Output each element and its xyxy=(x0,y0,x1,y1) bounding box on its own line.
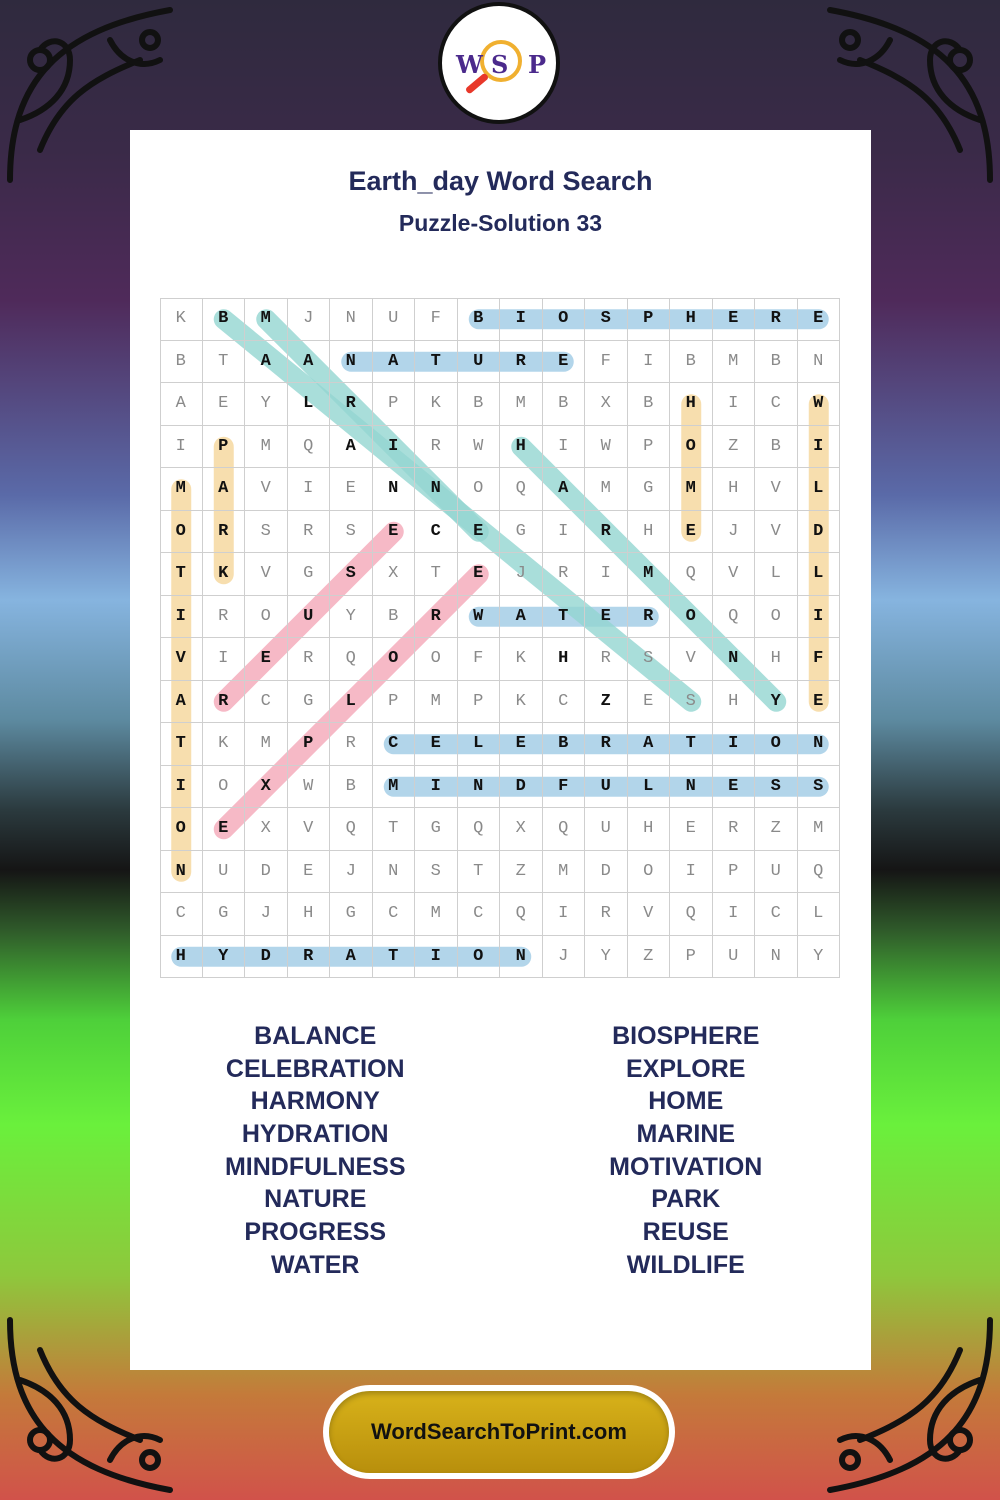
word-list xyxy=(130,1020,871,1282)
grid-cell[interactable]: Q xyxy=(500,468,543,511)
grid-cell[interactable]: Y xyxy=(585,936,628,979)
word-item: BALANCE xyxy=(254,1022,377,1050)
grid-cell[interactable]: H xyxy=(288,893,331,936)
grid-cell[interactable]: V xyxy=(245,553,288,596)
grid-cell[interactable]: G xyxy=(288,553,331,596)
grid-cell[interactable]: P xyxy=(670,936,713,979)
grid-cell[interactable]: D xyxy=(585,851,628,894)
grid-cell[interactable]: L xyxy=(288,383,331,426)
grid-cell[interactable]: T xyxy=(670,723,713,766)
grid-cell[interactable]: S xyxy=(670,681,713,724)
grid-cell[interactable]: Q xyxy=(670,893,713,936)
grid-cell[interactable]: T xyxy=(160,723,203,766)
grid-cell[interactable]: E xyxy=(245,638,288,681)
grid-cell[interactable]: S xyxy=(330,553,373,596)
word-item: HARMONY xyxy=(250,1087,380,1116)
grid-cell[interactable]: R xyxy=(203,681,246,724)
grid-cell[interactable]: E xyxy=(713,766,756,809)
grid-cell[interactable]: R xyxy=(203,511,246,554)
grid-cell[interactable]: I xyxy=(543,893,586,936)
grid-cell[interactable]: Z xyxy=(713,426,756,469)
grid-cell[interactable]: N xyxy=(798,341,841,384)
grid-cell[interactable]: V xyxy=(288,808,331,851)
grid-cell[interactable]: I xyxy=(670,851,713,894)
grid-cell[interactable]: H xyxy=(670,298,713,341)
grid-cell[interactable]: T xyxy=(160,553,203,596)
grid-cell[interactable]: E xyxy=(713,298,756,341)
grid-cell[interactable]: O xyxy=(458,936,501,979)
grid-cell[interactable]: M xyxy=(500,383,543,426)
grid-cell[interactable]: U xyxy=(755,851,798,894)
grid-cell[interactable]: V xyxy=(755,511,798,554)
grid-cell[interactable]: G xyxy=(330,893,373,936)
grid-cell[interactable]: R xyxy=(415,426,458,469)
grid-cell[interactable]: A xyxy=(373,341,416,384)
grid-cell[interactable]: N xyxy=(373,851,416,894)
grid-cell[interactable]: Z xyxy=(755,808,798,851)
grid-cell[interactable]: D xyxy=(500,766,543,809)
grid-cell[interactable]: K xyxy=(160,298,203,341)
grid-cell[interactable]: R xyxy=(713,808,756,851)
grid-cell[interactable]: A xyxy=(245,341,288,384)
grid-cell[interactable]: E xyxy=(458,511,501,554)
word-item: PROGRESS xyxy=(244,1218,387,1247)
grid-cell[interactable]: A xyxy=(160,681,203,724)
grid-cell[interactable]: A xyxy=(160,383,203,426)
grid-cell[interactable]: I xyxy=(798,426,841,469)
grid-cell[interactable]: P xyxy=(203,426,246,469)
grid-cell[interactable]: B xyxy=(755,426,798,469)
word-item: EXPLORE xyxy=(626,1054,746,1083)
grid-cell[interactable]: A xyxy=(500,596,543,639)
wsp-logo[interactable] xyxy=(438,2,560,124)
grid-cell[interactable]: T xyxy=(543,596,586,639)
word-item: HOME xyxy=(648,1087,724,1116)
grid-cell[interactable]: R xyxy=(628,596,671,639)
grid-cell[interactable]: H xyxy=(670,383,713,426)
grid-cell[interactable]: M xyxy=(245,426,288,469)
grid-cell[interactable]: I xyxy=(415,936,458,979)
grid-cell[interactable]: L xyxy=(330,681,373,724)
grid-cell[interactable]: B xyxy=(543,383,586,426)
grid-cell[interactable]: O xyxy=(245,596,288,639)
grid-cell[interactable]: R xyxy=(330,723,373,766)
puzzle-sheet xyxy=(130,130,871,1370)
grid-cell[interactable]: R xyxy=(755,298,798,341)
grid-cell[interactable]: Q xyxy=(330,808,373,851)
grid-cell[interactable]: J xyxy=(500,553,543,596)
grid-cell[interactable]: P xyxy=(713,851,756,894)
grid-cell[interactable]: S xyxy=(798,766,841,809)
word-list-left xyxy=(130,1020,501,1282)
grid-cell[interactable]: H xyxy=(543,638,586,681)
grid-cell[interactable]: Q xyxy=(798,851,841,894)
logo-letter-w: W xyxy=(456,50,483,79)
grid-cell[interactable]: Z xyxy=(500,851,543,894)
grid-cell[interactable]: R xyxy=(288,936,331,979)
grid-cell[interactable]: M xyxy=(628,553,671,596)
grid-cell[interactable]: Y xyxy=(798,936,841,979)
grid-cell[interactable]: R xyxy=(500,341,543,384)
grid-cell[interactable]: K xyxy=(415,383,458,426)
grid-cell[interactable]: T xyxy=(415,341,458,384)
grid-cell[interactable]: O xyxy=(755,596,798,639)
grid-cell[interactable]: O xyxy=(628,851,671,894)
grid-cell[interactable]: V xyxy=(245,468,288,511)
grid-cell[interactable]: U xyxy=(585,766,628,809)
grid-cell[interactable]: C xyxy=(755,383,798,426)
grid-cell[interactable]: G xyxy=(203,893,246,936)
grid-cell[interactable]: V xyxy=(160,638,203,681)
grid-cell[interactable]: J xyxy=(543,936,586,979)
grid-cell[interactable]: N xyxy=(458,766,501,809)
grid-cell[interactable]: Z xyxy=(585,681,628,724)
grid-cell[interactable]: O xyxy=(458,468,501,511)
grid-cell[interactable]: H xyxy=(500,426,543,469)
grid-cell[interactable]: C xyxy=(160,893,203,936)
grid-cell[interactable]: N xyxy=(755,936,798,979)
grid-cell[interactable]: R xyxy=(415,596,458,639)
grid-cell[interactable]: E xyxy=(670,511,713,554)
grid-cell[interactable]: K xyxy=(203,553,246,596)
grid-cell[interactable]: O xyxy=(373,638,416,681)
grid-cell[interactable]: T xyxy=(373,808,416,851)
grid-cell[interactable]: V xyxy=(670,638,713,681)
grid-cell[interactable]: I xyxy=(415,766,458,809)
grid-cell[interactable]: R xyxy=(288,511,331,554)
grid-cell[interactable]: X xyxy=(500,808,543,851)
grid-cell[interactable]: M xyxy=(585,468,628,511)
grid-cell[interactable]: E xyxy=(500,723,543,766)
grid-cell[interactable]: A xyxy=(203,468,246,511)
grid-cell[interactable]: Y xyxy=(755,681,798,724)
grid-cell[interactable]: N xyxy=(160,851,203,894)
grid-cell[interactable]: T xyxy=(373,936,416,979)
grid-cell[interactable]: B xyxy=(160,341,203,384)
grid-cell[interactable]: H xyxy=(628,511,671,554)
grid-cell[interactable]: P xyxy=(628,426,671,469)
grid-cell[interactable]: P xyxy=(458,681,501,724)
grid-cell[interactable]: O xyxy=(203,766,246,809)
grid-cell[interactable]: E xyxy=(373,511,416,554)
grid-cell[interactable]: O xyxy=(415,638,458,681)
logo-letter-s: S xyxy=(491,50,509,79)
word-item: MARINE xyxy=(636,1120,736,1149)
grid-cell[interactable]: R xyxy=(288,638,331,681)
grid-cell[interactable]: S xyxy=(755,766,798,809)
grid-cell[interactable]: E xyxy=(415,723,458,766)
grid-cell[interactable]: E xyxy=(543,341,586,384)
grid-cell[interactable]: L xyxy=(798,893,841,936)
grid-cell[interactable]: G xyxy=(628,468,671,511)
grid-cell[interactable]: U xyxy=(585,808,628,851)
grid-cell[interactable]: O xyxy=(543,298,586,341)
grid-cell[interactable]: S xyxy=(245,511,288,554)
grid-cell[interactable]: L xyxy=(755,553,798,596)
grid-cell[interactable]: Y xyxy=(245,383,288,426)
grid-cell[interactable]: W xyxy=(458,596,501,639)
grid-cell[interactable]: V xyxy=(628,893,671,936)
grid-cell[interactable]: M xyxy=(543,851,586,894)
grid-cell[interactable]: C xyxy=(245,681,288,724)
grid-cell[interactable]: B xyxy=(330,766,373,809)
grid-cell[interactable]: Q xyxy=(713,596,756,639)
grid-cell[interactable]: M xyxy=(415,893,458,936)
grid-cell[interactable]: B xyxy=(203,298,246,341)
grid-cell[interactable]: P xyxy=(288,723,331,766)
grid-cell[interactable]: I xyxy=(543,511,586,554)
grid-cell[interactable]: F xyxy=(798,638,841,681)
word-item: PARK xyxy=(651,1185,721,1214)
grid-cell[interactable]: J xyxy=(713,511,756,554)
grid-cell[interactable]: W xyxy=(585,426,628,469)
word-item: MINDFULNESS xyxy=(224,1152,406,1181)
grid-cell[interactable]: J xyxy=(245,893,288,936)
grid-cell[interactable]: X xyxy=(585,383,628,426)
grid-cell[interactable]: F xyxy=(543,766,586,809)
grid-cell[interactable]: N xyxy=(713,638,756,681)
word-item: REUSE xyxy=(642,1218,729,1247)
grid-cell[interactable]: A xyxy=(628,723,671,766)
word-item: BIOSPHERE xyxy=(612,1022,760,1050)
grid-cell[interactable]: M xyxy=(415,681,458,724)
grid-cell[interactable]: B xyxy=(628,383,671,426)
grid-cell[interactable]: L xyxy=(798,553,841,596)
grid-cell[interactable]: C xyxy=(373,893,416,936)
grid-cell[interactable]: I xyxy=(628,341,671,384)
grid-cell[interactable]: E xyxy=(585,596,628,639)
grid-cell[interactable]: M xyxy=(160,468,203,511)
grid-cell[interactable]: U xyxy=(713,936,756,979)
grid-cell[interactable]: F xyxy=(415,298,458,341)
grid-cell[interactable]: I xyxy=(288,468,331,511)
footer-site-badge[interactable] xyxy=(323,1385,675,1479)
word-grid xyxy=(160,298,840,978)
grid-cell[interactable]: N xyxy=(670,766,713,809)
grid-cell[interactable]: K xyxy=(203,723,246,766)
grid-cell[interactable]: R xyxy=(585,893,628,936)
grid-cell[interactable]: P xyxy=(628,298,671,341)
grid-cell[interactable]: G xyxy=(500,511,543,554)
grid-cell[interactable]: C xyxy=(415,511,458,554)
grid-cell[interactable]: Q xyxy=(670,553,713,596)
grid-cell[interactable]: E xyxy=(798,298,841,341)
grid-cell[interactable]: O xyxy=(670,596,713,639)
grid-cell[interactable]: R xyxy=(330,383,373,426)
grid-cell[interactable]: X xyxy=(373,553,416,596)
grid-cell[interactable]: O xyxy=(160,511,203,554)
grid-cell[interactable]: F xyxy=(458,638,501,681)
word-item: NATURE xyxy=(264,1185,367,1214)
grid-cell[interactable]: M xyxy=(713,341,756,384)
grid-cell[interactable]: I xyxy=(585,553,628,596)
grid-cell[interactable]: A xyxy=(330,426,373,469)
puzzle-title: Earth_day Word Search xyxy=(348,166,653,196)
grid-cell[interactable]: I xyxy=(160,596,203,639)
grid-cell[interactable]: E xyxy=(203,808,246,851)
grid-cell[interactable]: U xyxy=(373,298,416,341)
grid-cell[interactable]: R xyxy=(585,723,628,766)
word-item: MOTIVATION xyxy=(609,1152,763,1181)
grid-cell[interactable]: U xyxy=(203,851,246,894)
grid-cell[interactable]: H xyxy=(713,468,756,511)
word-item: HYDRATION xyxy=(241,1120,389,1149)
grid-cell[interactable]: D xyxy=(245,936,288,979)
grid-cell[interactable]: O xyxy=(160,808,203,851)
grid-cell[interactable]: W xyxy=(798,383,841,426)
grid-cell[interactable]: U xyxy=(458,341,501,384)
grid-cell[interactable]: N xyxy=(500,936,543,979)
grid-cell[interactable]: S xyxy=(585,298,628,341)
grid-cell[interactable]: X xyxy=(245,808,288,851)
grid-cell[interactable]: A xyxy=(288,341,331,384)
grid-cell[interactable]: G xyxy=(415,808,458,851)
grid-cell[interactable]: W xyxy=(458,426,501,469)
grid-cell[interactable]: S xyxy=(330,511,373,554)
grid-cell[interactable]: B xyxy=(373,596,416,639)
grid-cell[interactable]: V xyxy=(713,553,756,596)
word-item: WATER xyxy=(271,1250,360,1279)
grid-cell[interactable]: K xyxy=(500,681,543,724)
grid-cell[interactable]: M xyxy=(798,808,841,851)
grid-cell[interactable]: R xyxy=(203,596,246,639)
grid-cell[interactable]: T xyxy=(458,851,501,894)
grid-cell[interactable]: V xyxy=(755,468,798,511)
grid-cell[interactable]: O xyxy=(755,723,798,766)
grid-cell[interactable]: D xyxy=(798,511,841,554)
grid-cell[interactable]: E xyxy=(628,681,671,724)
grid-cell[interactable]: P xyxy=(373,383,416,426)
grid-cell[interactable]: W xyxy=(288,766,331,809)
grid-cell[interactable]: B xyxy=(543,723,586,766)
grid-cell[interactable]: S xyxy=(628,638,671,681)
grid-cell[interactable]: L xyxy=(798,468,841,511)
grid-cell[interactable]: C xyxy=(373,723,416,766)
grid-cell[interactable]: I xyxy=(713,723,756,766)
grid-cell[interactable]: E xyxy=(288,851,331,894)
grid-cell[interactable]: J xyxy=(330,851,373,894)
grid-cell[interactable]: Z xyxy=(628,936,671,979)
grid-cell[interactable]: H xyxy=(755,638,798,681)
grid-cell[interactable]: R xyxy=(585,511,628,554)
grid-cell[interactable]: E xyxy=(330,468,373,511)
grid-cell[interactable]: J xyxy=(288,298,331,341)
puzzle-subtitle: Puzzle-Solution 33 xyxy=(398,210,603,236)
grid-cell[interactable]: I xyxy=(203,638,246,681)
grid-cell[interactable]: L xyxy=(458,723,501,766)
grid-cell[interactable]: H xyxy=(160,936,203,979)
grid-cell[interactable]: E xyxy=(798,681,841,724)
word-list-right xyxy=(501,1020,872,1282)
grid-cell[interactable]: Q xyxy=(458,808,501,851)
logo-letter-p: P xyxy=(528,50,547,79)
grid-cell[interactable]: E xyxy=(458,553,501,596)
grid-cell[interactable]: U xyxy=(288,596,331,639)
grid-cell[interactable]: Q xyxy=(543,808,586,851)
grid-cell[interactable]: B xyxy=(755,341,798,384)
grid-cell[interactable]: R xyxy=(585,638,628,681)
grid-cell[interactable]: A xyxy=(330,936,373,979)
grid-cell[interactable]: Q xyxy=(288,426,331,469)
grid-cell[interactable]: A xyxy=(543,468,586,511)
grid-cell[interactable]: M xyxy=(245,298,288,341)
grid-cell[interactable]: Q xyxy=(500,893,543,936)
grid-cell[interactable]: N xyxy=(330,298,373,341)
footer-site-text: WordSearchToPrint.com xyxy=(371,1419,627,1444)
grid-cell[interactable]: B xyxy=(458,383,501,426)
grid-cell[interactable]: I xyxy=(160,426,203,469)
grid-cell[interactable]: I xyxy=(713,893,756,936)
grid-cell[interactable]: C xyxy=(458,893,501,936)
grid-cell[interactable]: I xyxy=(160,766,203,809)
grid-cell[interactable]: N xyxy=(798,723,841,766)
grid-cell[interactable]: C xyxy=(543,681,586,724)
grid-cell[interactable]: N xyxy=(373,468,416,511)
word-item: WILDLIFE xyxy=(626,1250,745,1279)
grid-cell[interactable]: F xyxy=(585,341,628,384)
grid-cell[interactable]: I xyxy=(500,298,543,341)
grid-cell[interactable]: E xyxy=(203,383,246,426)
grid-cell[interactable]: C xyxy=(755,893,798,936)
grid-cell[interactable]: M xyxy=(373,766,416,809)
grid-cell[interactable]: B xyxy=(670,341,713,384)
grid-cell[interactable]: H xyxy=(713,681,756,724)
grid-cell[interactable]: I xyxy=(798,596,841,639)
grid-cell[interactable]: Y xyxy=(203,936,246,979)
grid-cell[interactable]: R xyxy=(543,553,586,596)
grid-cell[interactable]: I xyxy=(713,383,756,426)
grid-cell[interactable]: I xyxy=(543,426,586,469)
grid-cell[interactable]: D xyxy=(245,851,288,894)
grid-cell[interactable]: T xyxy=(203,341,246,384)
grid-cell[interactable]: M xyxy=(245,723,288,766)
grid-cell[interactable]: O xyxy=(670,426,713,469)
grid-cell[interactable]: L xyxy=(628,766,671,809)
grid-cell[interactable]: P xyxy=(373,681,416,724)
grid-cell[interactable]: N xyxy=(330,341,373,384)
grid-cell[interactable]: E xyxy=(670,808,713,851)
grid-cell[interactable]: X xyxy=(245,766,288,809)
grid-cell[interactable]: G xyxy=(288,681,331,724)
grid-cell[interactable]: N xyxy=(415,468,458,511)
grid-cell[interactable]: M xyxy=(670,468,713,511)
word-item: CELEBRATION xyxy=(225,1054,405,1083)
grid-cell[interactable]: B xyxy=(458,298,501,341)
grid-cell[interactable]: H xyxy=(628,808,671,851)
grid-cell[interactable]: Y xyxy=(330,596,373,639)
grid-cell[interactable]: K xyxy=(500,638,543,681)
grid-cell[interactable]: Q xyxy=(330,638,373,681)
grid-cell[interactable]: S xyxy=(415,851,458,894)
grid-cell[interactable]: T xyxy=(415,553,458,596)
grid-cell[interactable]: I xyxy=(373,426,416,469)
